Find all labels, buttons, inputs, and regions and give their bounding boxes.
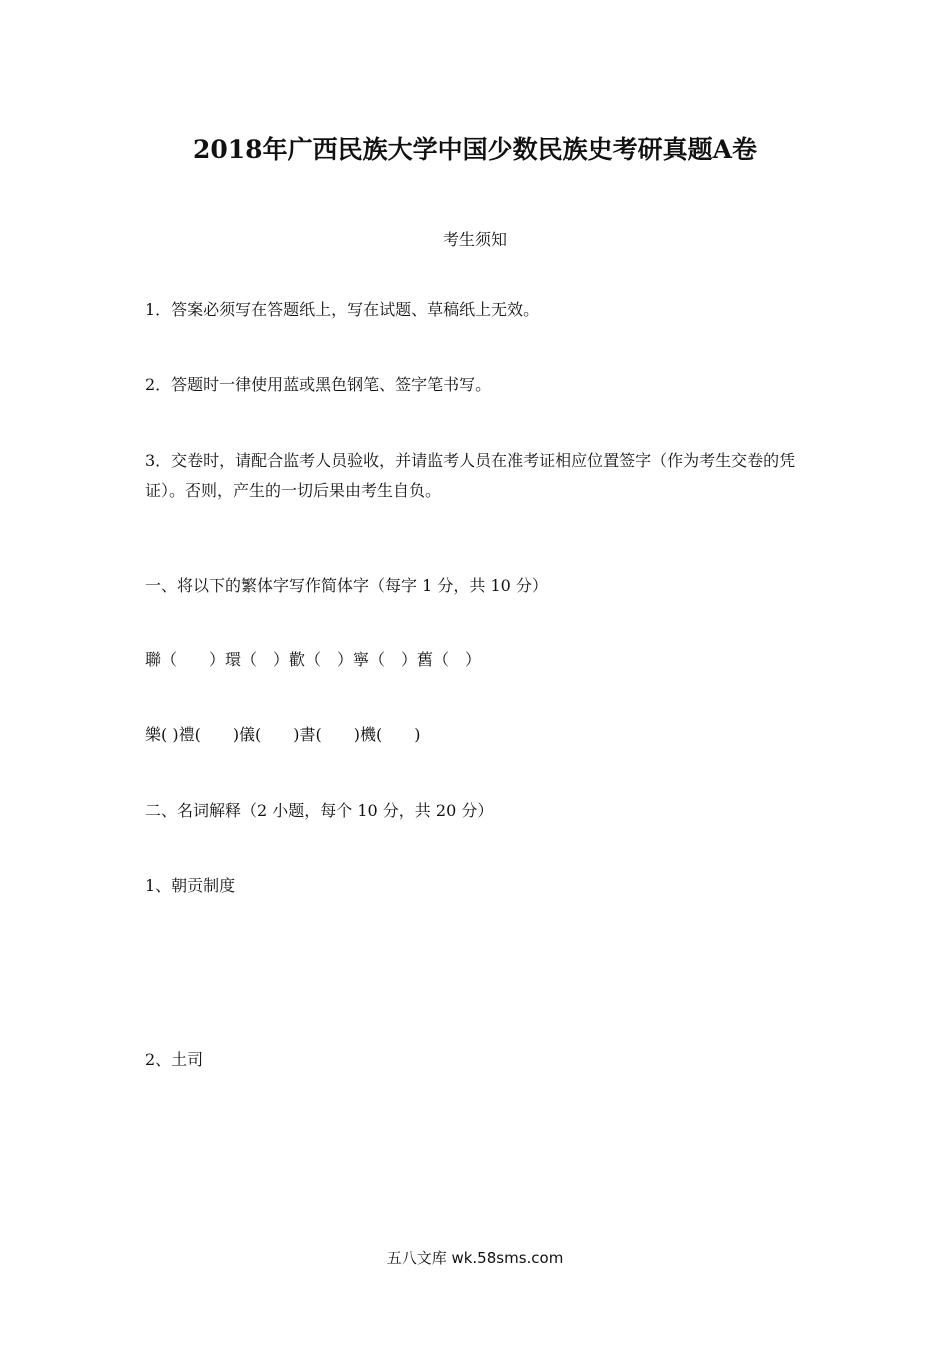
- section-2-item-2: 2、土司: [145, 1050, 204, 1069]
- section-2-heading: 二、名词解释（2 小题，每个 10 分，共 20 分）: [145, 801, 494, 820]
- notice-heading: 考生须知: [442, 230, 507, 249]
- section-1-heading: 一、将以下的繁体字写作简体字（每字 1 分，共 10 分）: [145, 576, 548, 595]
- footer-watermark: 五八文库 wk.58sms.com: [386, 1249, 564, 1267]
- section-2-item-1: 1、朝贡制度: [145, 876, 236, 895]
- notice-item-3: 3．交卷时，请配合监考人员验收，并请监考人员在准考证相应位置签字（作为考生交卷的凭证）。否则，产生的一切后果由考生自负。: [145, 451, 796, 500]
- notice-item-1: 1．答案必须写在答题纸上，写在试题、草稿纸上无效。: [145, 300, 540, 319]
- page-title: 2018年广西民族大学中国少数民族史考研真题A卷: [193, 135, 757, 164]
- section-1-row-2: 樂( )禮( )儀( )書( )機( ): [145, 725, 421, 744]
- section-1-row-1: 聯（ ）環（ ）歡（ ）寧（ ）舊（ ）: [145, 650, 482, 669]
- notice-item-2: 2．答题时一律使用蓝或黑色钢笔、签字笔书写。: [145, 375, 492, 394]
